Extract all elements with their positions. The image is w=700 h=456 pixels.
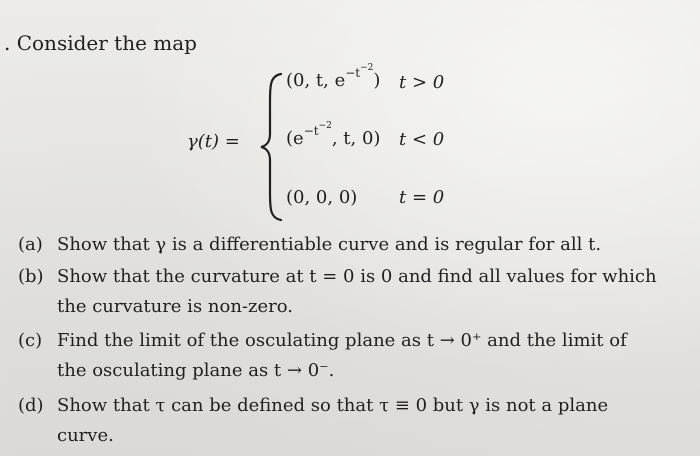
part-b-label: (b) — [18, 266, 44, 287]
case-2-exp-power: −2 — [318, 121, 332, 131]
part-a-label: (a) — [18, 234, 43, 255]
case-2-exponent — [303, 121, 332, 138]
part-c-line-1: Find the limit of the osculating plane as t → 0⁺ and the limit of — [57, 330, 627, 351]
case-1-exponent — [345, 63, 374, 80]
part-b-line-2: the curvature is non-zero. — [57, 296, 293, 317]
part-d-label: (d) — [18, 395, 44, 416]
left-brace — [258, 72, 284, 222]
part-c-line-2: the osculating plane as t → 0⁻. — [57, 360, 335, 381]
case-1-condition: t > 0 — [399, 72, 445, 93]
case-1-expr-tail: ) — [373, 70, 381, 91]
case-1-expression — [286, 63, 381, 91]
case-3-expr-main: (0, 0, 0) — [286, 187, 358, 208]
case-2-expr-tail: , t, 0) — [331, 128, 381, 149]
case-2-condition: t < 0 — [399, 129, 445, 150]
gamma-definition-lhs: γ(t) = — [187, 131, 240, 152]
case-1-exp-power: −2 — [360, 63, 374, 73]
case-2-expression — [286, 121, 381, 149]
case-3-expression — [286, 187, 357, 208]
problem-intro: . Consider the map — [4, 31, 197, 55]
part-c-label: (c) — [18, 330, 43, 351]
case-2-exp-base: −t — [303, 124, 319, 138]
case-2-expr-main: (e — [286, 128, 304, 149]
part-d-line-2: curve. — [57, 425, 114, 446]
part-a-line-1: Show that γ is a differentiable curve and is regular for all t. — [57, 234, 602, 255]
part-b-line-1: Show that the curvature at t = 0 is 0 and find all values for which — [57, 266, 657, 287]
part-d-line-1: Show that τ can be defined so that τ ≡ 0 but γ is not a plane — [57, 395, 609, 416]
case-1-expr-main: (0, t, e — [286, 70, 346, 91]
case-3-condition: t = 0 — [399, 187, 445, 208]
case-1-exp-base: −t — [345, 66, 361, 80]
